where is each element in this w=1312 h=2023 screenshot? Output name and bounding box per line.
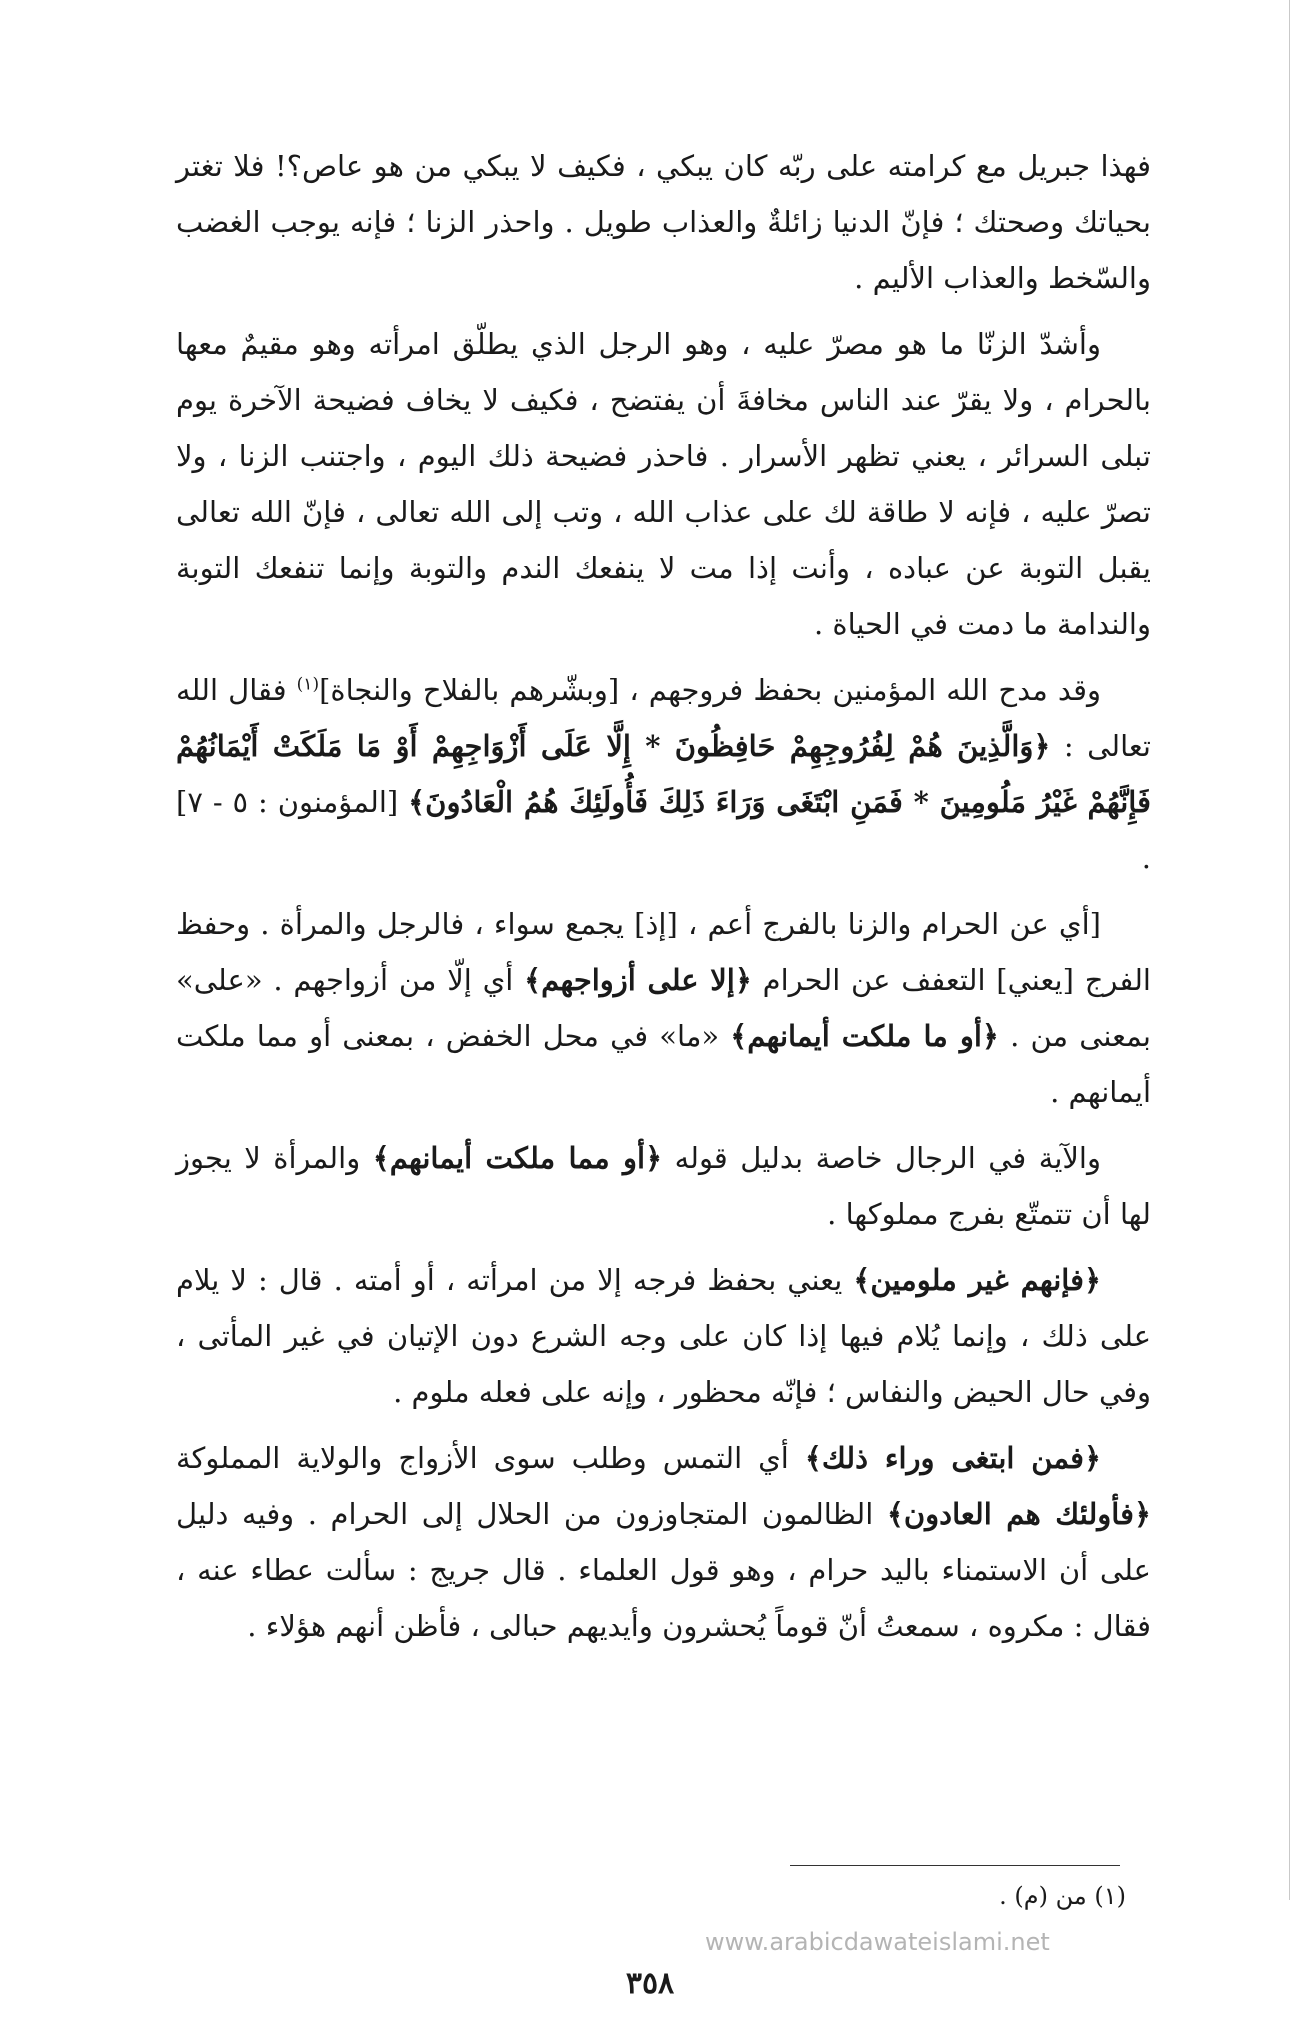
- paragraph-6-text: يعني بحفظ فرجه إلا من امرأته ، أو أمته . قال : لا يلام على ذلك ، وإنما يُلام فيها إذا كان على وجه الشرع دون الإتيان في غير المأتى ، وفي حال الحيض والنفاس ؛ فإنّه محظور ، وإنه على فعله ملوم .: [176, 1263, 1151, 1409]
- quoted-verse-c: ﴿أو مما ملكت أيمانهم﴾: [372, 1141, 663, 1175]
- quoted-verse-f: ﴿فأولئك هم العادون﴾: [886, 1497, 1151, 1531]
- footnote-marker: (١): [296, 674, 320, 695]
- paragraph-4-text-b: أي إلّا من أزواجهم . «على» بمعنى من .: [176, 963, 1151, 1053]
- paragraph-4-text-c: «ما» في محل الخفض ، بمعنى أو مما ملكت أيمانهم .: [176, 1019, 1151, 1109]
- paragraph-6: [176, 1252, 1151, 1420]
- quoted-verse-d: ﴿فإنهم غير ملومين﴾: [853, 1263, 1102, 1297]
- paragraph-5: [176, 1130, 1151, 1242]
- paragraph-7: [176, 1430, 1151, 1654]
- paragraph-3-text: وقد مدح الله المؤمنين بحفظ فروجهم ، [وبشّرهم بالفلاح والنجاة]: [319, 673, 1101, 707]
- page-number: ٣٥٨: [625, 1966, 675, 2001]
- paragraph-7-text-b: الظالمون المتجاوزون من الحلال إلى الحرام . وفيه دليل على أن الاستمناء باليد حرام ، وهو قول العلماء . قال جريج : سألت عطاء عنه ، فقال : مكروه ، سمعتُ أنّ قوماً يُحشرون وأيديهم حبالى ، فأظن أنهم هؤلاء .: [176, 1497, 1151, 1643]
- quoted-verse-a: ﴿إلا على أزواجهم﴾: [524, 963, 752, 997]
- paragraph-4-text-a: [أي عن الحرام والزنا بالفرج أعم ، [إذ] يجمع سواء ، فالرجل والمرأة . وحفظ الفرج [يعني] التعفف عن الحرام: [176, 907, 1151, 997]
- paragraph-5-text-b: والمرأة لا يجوز لها أن تتمتّع بفرج مملوكها .: [176, 1141, 1151, 1231]
- quoted-verse-b: ﴿أو ما ملكت أيمانهم﴾: [730, 1019, 999, 1053]
- watermark-url: www.arabicdawateislami.net: [705, 1928, 1050, 1956]
- verse-reference: [المؤمنون : ٥ - ٧] .: [176, 785, 1151, 875]
- paragraph-4: [176, 896, 1151, 1120]
- body-text: [176, 138, 1151, 1664]
- page-edge-line: [1289, 0, 1290, 1900]
- paragraph-1: فهذا جبريل مع كرامته على ربّه كان يبكي ، فكيف لا يبكي من هو عاص؟! فلا تغتر بحياتك وصحتك ؛ فإنّ الدنيا زائلةٌ والعذاب طويل . واحذر الزنا ؛ فإنه يوجب الغضب والسّخط والعذاب الأليم .: [176, 149, 1151, 295]
- paragraph-7-text-a: أي التمس وطلب سوى الأزواج والولاية المملوكة: [176, 1441, 805, 1475]
- quoted-verse-e: ﴿فمن ابتغى وراء ذلك﴾: [804, 1441, 1101, 1475]
- paragraph-5-text-a: والآية في الرجال خاصة بدليل قوله: [662, 1141, 1101, 1175]
- paragraph-3: [176, 662, 1151, 886]
- paragraph-2: وأشدّ الزنّا ما هو مصرّ عليه ، وهو الرجل الذي يطلّق امرأته وهو مقيمٌ معها بالحرام ، ولا يقرّ عند الناس مخافةَ أن يفتضح ، فكيف لا يخاف فضيحة الآخرة يوم تبلى السرائر ، يعني تظهر الأسرار . فاحذر فضيحة ذلك اليوم ، واجتنب الزنا ، ولا تصرّ عليه ، فإنه لا طاقة لك على عذاب الله ، وتب إلى الله تعالى ، فإنّ الله تعالى يقبل التوبة عن عباده ، وأنت إذا مت لا ينفعك الندم والتوبة وإنما تنفعك التوبة والندامة ما دمت في الحياة .: [176, 327, 1151, 641]
- quran-verse: ﴿وَالَّذِينَ هُمْ لِفُرُوجِهِمْ حَافِظُونَ * إِلَّا عَلَى أَزْوَاجِهِمْ أَوْ مَا مَلَكَتْ أَيْمَانُهُمْ فَإِنَّهُمْ غَيْرُ مَلُومِينَ * فَمَنِ ابْتَغَى وَرَاءَ ذَلِكَ فَأُولَئِكَ هُمُ الْعَادُونَ﴾: [176, 729, 1151, 819]
- paragraph-3-intro: فقال الله تعالى :: [176, 673, 1151, 763]
- footnote-divider: [790, 1865, 1120, 1866]
- footnote: (١) من (م) .: [999, 1882, 1126, 1910]
